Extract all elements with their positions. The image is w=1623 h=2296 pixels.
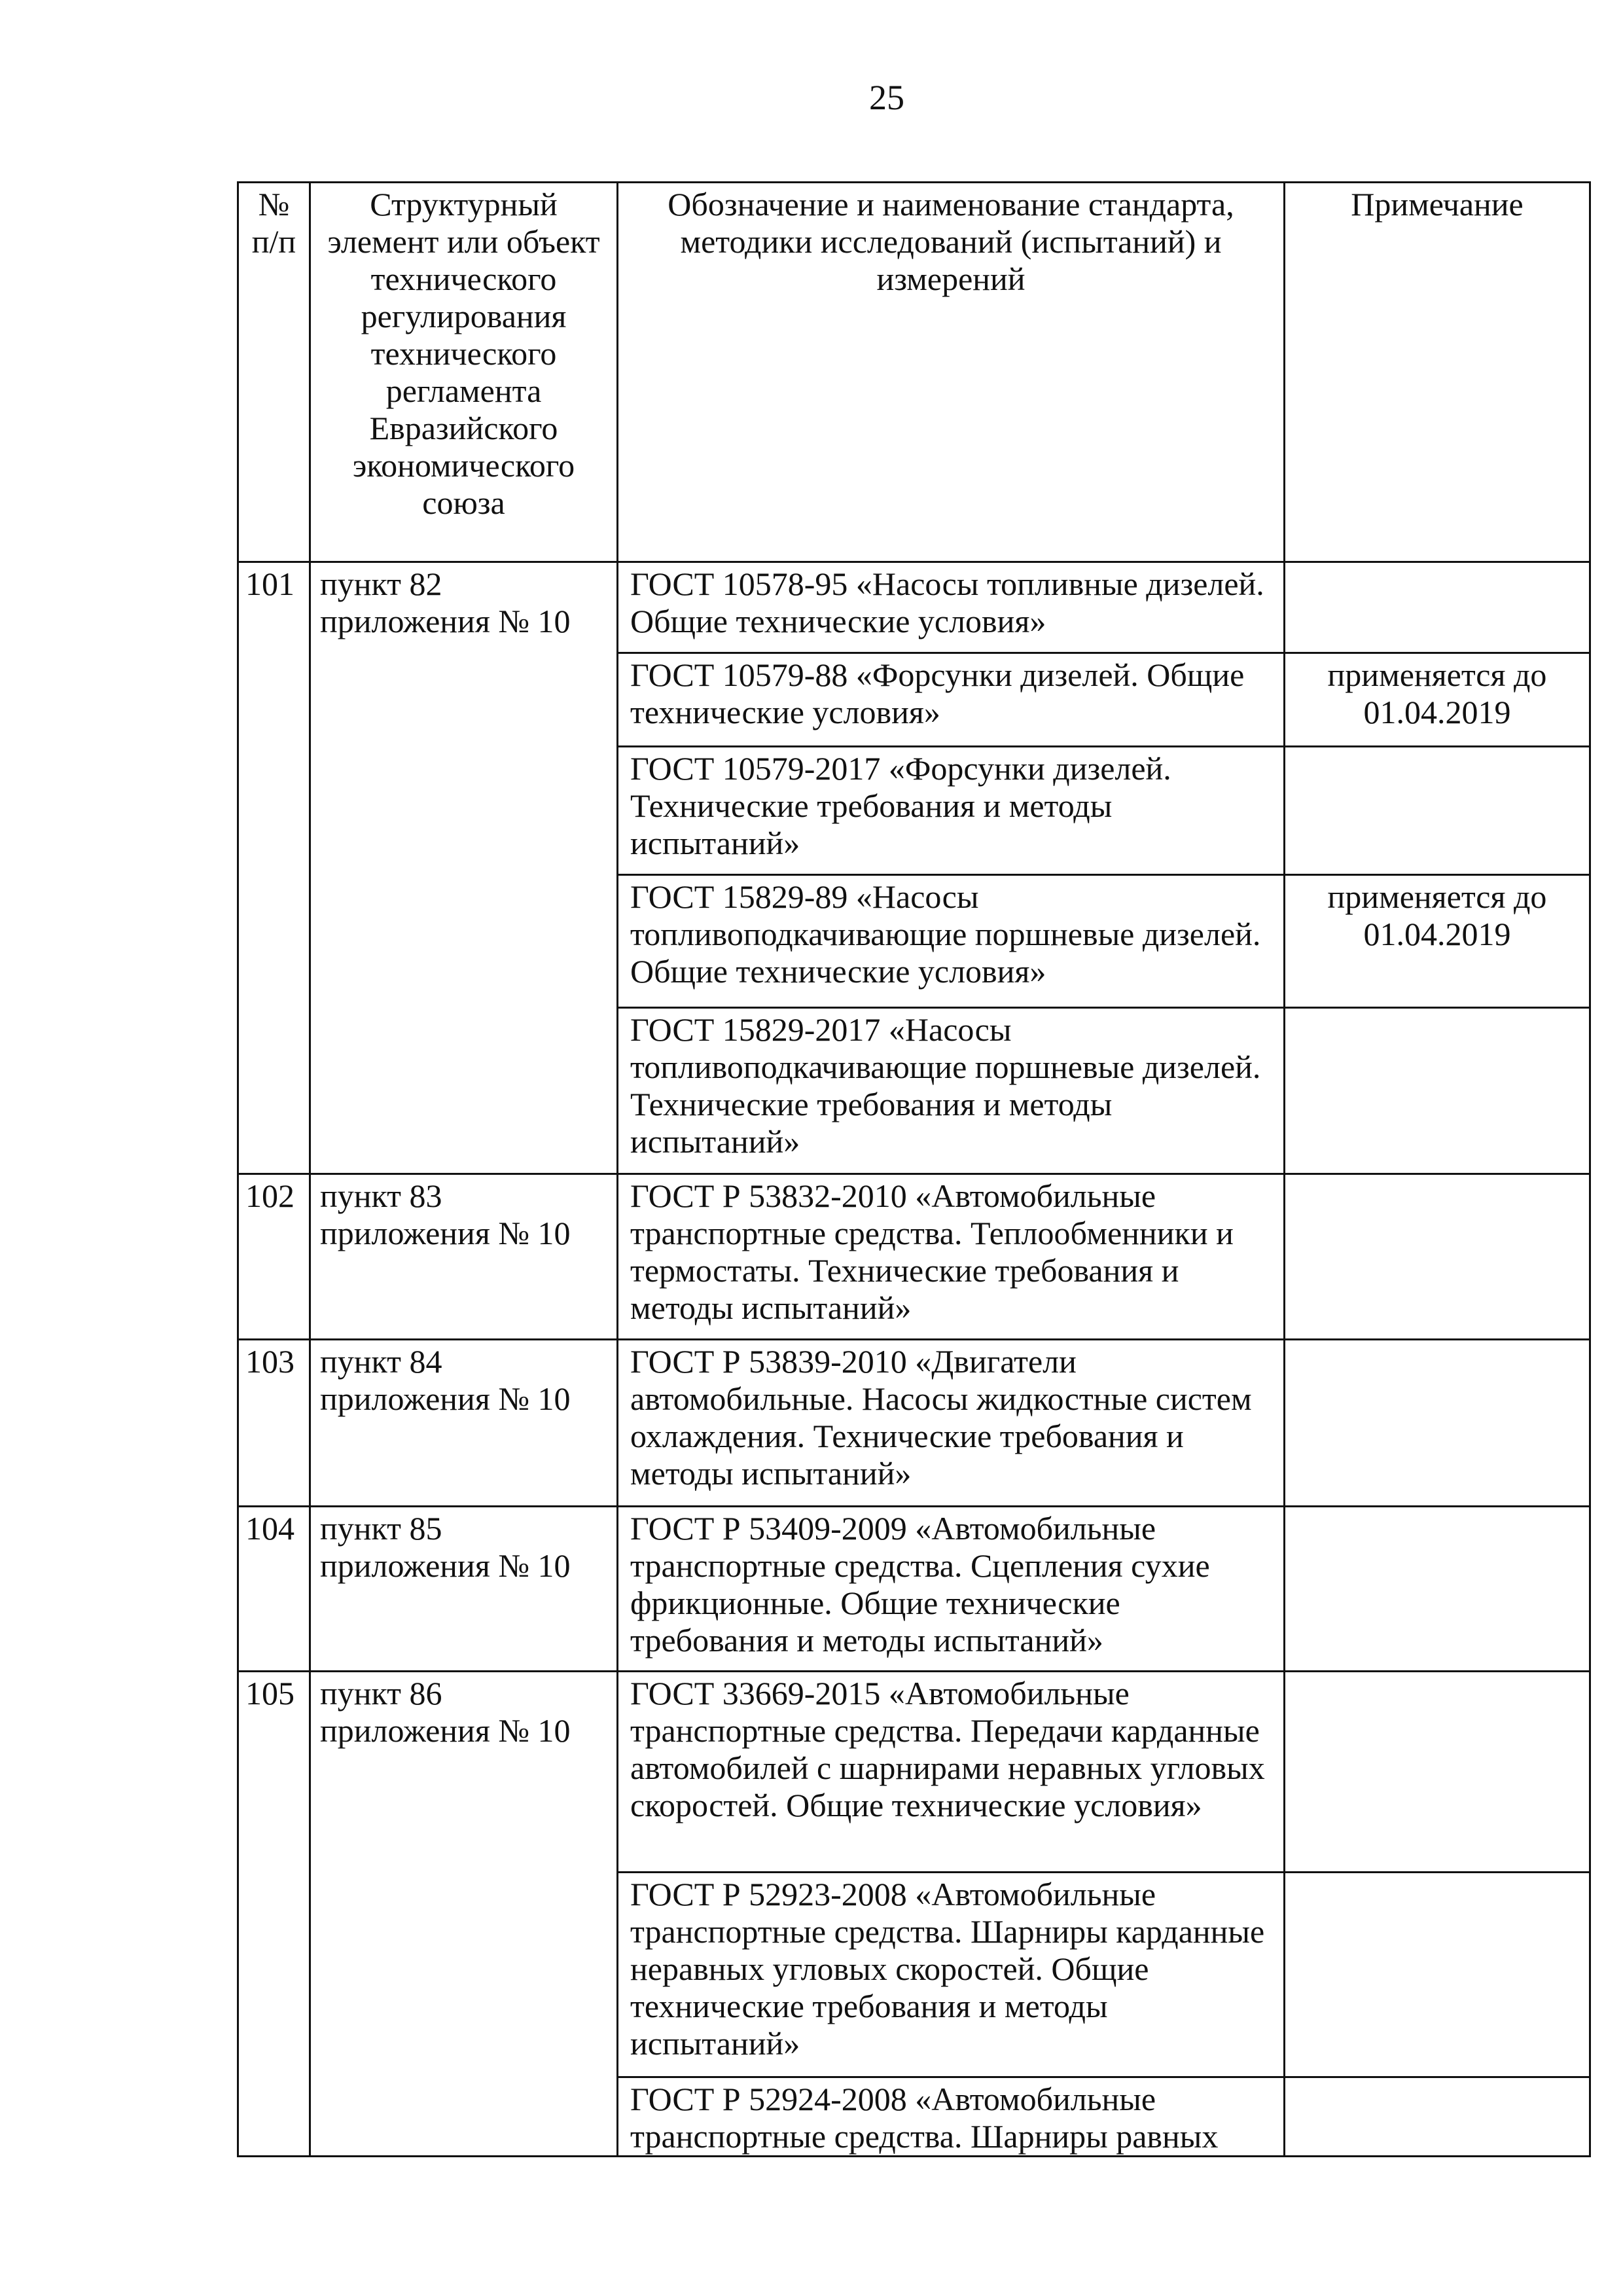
note-cell <box>1285 1340 1590 1507</box>
note-cell <box>1285 2077 1590 2157</box>
standard-cell: ГОСТ 10579-88 «Форсунки дизелей. Общие технические условия» <box>618 653 1285 747</box>
table-header-row <box>238 183 1590 562</box>
row-number: 102 <box>238 1174 310 1340</box>
standard-cell: ГОСТ 33669-2015 «Автомобильные транспортные средства. Передачи карданные автомобилей с шарнирами неравных угловых скоростей. Общие технические условия» <box>618 1672 1285 1873</box>
table-row <box>238 1672 1590 1873</box>
table-row <box>238 1174 1590 1340</box>
standard-cell: ГОСТ Р 52924-2008 «Автомобильные транспортные средства. Шарниры равных <box>618 2077 1285 2157</box>
table-row <box>238 1507 1590 1672</box>
table-row <box>238 562 1590 653</box>
note-cell <box>1285 1174 1590 1340</box>
header-standard: Обозначение и наименование стандарта, методики исследований (испытаний) и измерений <box>618 183 1285 562</box>
note-cell <box>1285 1672 1590 1873</box>
note-cell <box>1285 1873 1590 2077</box>
row-number: 103 <box>238 1340 310 1507</box>
note-cell <box>1285 562 1590 653</box>
standard-cell: ГОСТ Р 53409-2009 «Автомобильные транспортные средства. Сцепления сухие фрикционные. Общие технические требования и методы испытаний» <box>618 1507 1285 1672</box>
table-row <box>238 1340 1590 1507</box>
row-number: 104 <box>238 1507 310 1672</box>
standard-cell: ГОСТ 15829-89 «Насосы топливоподкачивающие поршневые дизелей. Общие технические условия» <box>618 875 1285 1008</box>
standard-cell: ГОСТ Р 53832-2010 «Автомобильные транспортные средства. Теплообменники и термостаты. Технические требования и методы испытаний» <box>618 1174 1285 1340</box>
standard-cell: ГОСТ 10579-2017 «Форсунки дизелей. Технические требования и методы испытаний» <box>618 747 1285 875</box>
note-cell: применяется до 01.04.2019 <box>1285 653 1590 747</box>
page-number: 25 <box>869 78 904 117</box>
header-note: Примечание <box>1285 183 1590 562</box>
standards-table <box>237 181 1591 2157</box>
header-element: Структурный элемент или объект технического регулирования технического регламента Евразийского экономического союза <box>310 183 618 562</box>
header-num: № п/п <box>238 183 310 562</box>
note-cell <box>1285 1507 1590 1672</box>
row-number: 105 <box>238 1672 310 2157</box>
structural-element: пункт 82 приложения № 10 <box>310 562 618 1174</box>
structural-element: пункт 86 приложения № 10 <box>310 1672 618 2157</box>
structural-element: пункт 84 приложения № 10 <box>310 1340 618 1507</box>
structural-element: пункт 85 приложения № 10 <box>310 1507 618 1672</box>
standard-cell: ГОСТ 15829-2017 «Насосы топливоподкачивающие поршневые дизелей. Технические требования и методы испытаний» <box>618 1008 1285 1174</box>
standard-cell: ГОСТ Р 52923-2008 «Автомобильные транспортные средства. Шарниры карданные неравных угловых скоростей. Общие технические требования и методы испытаний» <box>618 1873 1285 2077</box>
row-number: 101 <box>238 562 310 1174</box>
structural-element: пункт 83 приложения № 10 <box>310 1174 618 1340</box>
standard-cell: ГОСТ 10578-95 «Насосы топливные дизелей. Общие технические условия» <box>618 562 1285 653</box>
note-cell <box>1285 747 1590 875</box>
note-cell <box>1285 1008 1590 1174</box>
note-cell: применяется до 01.04.2019 <box>1285 875 1590 1008</box>
standard-cell: ГОСТ Р 53839-2010 «Двигатели автомобильные. Насосы жидкостные систем охлаждения. Технические требования и методы испытаний» <box>618 1340 1285 1507</box>
